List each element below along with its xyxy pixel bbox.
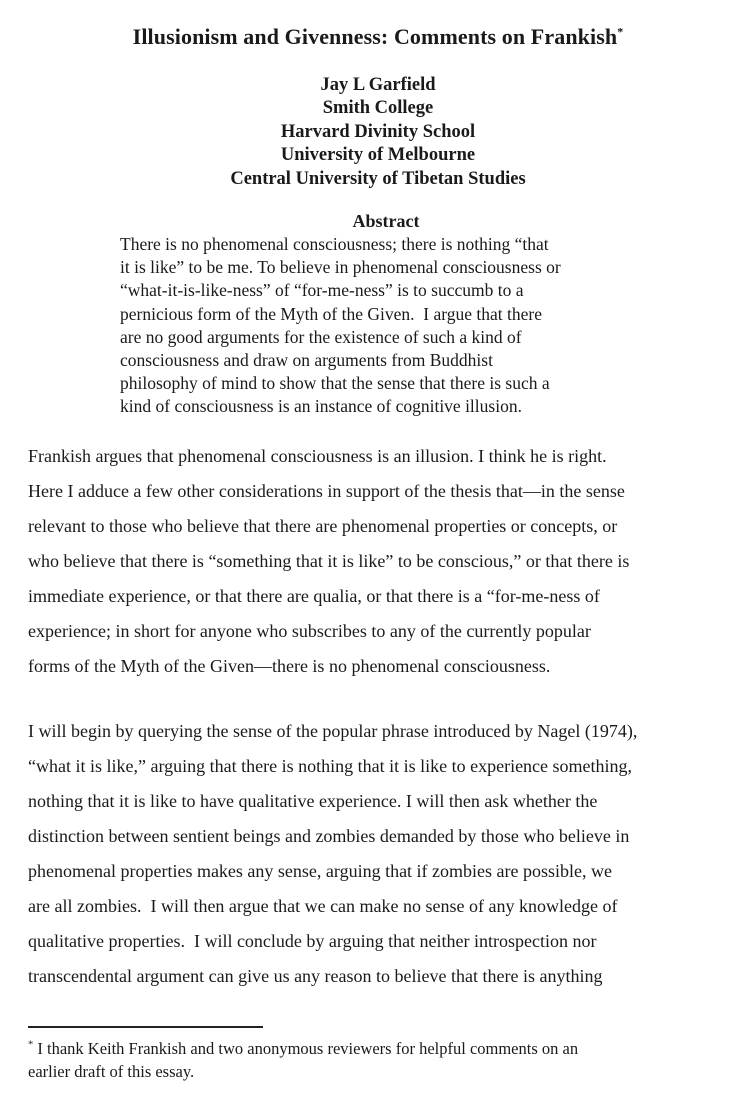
body-line: experience; in short for anyone who subscribes to any of the currently popular	[28, 620, 591, 641]
footnote-line	[28, 1037, 728, 1060]
abstract-body	[120, 233, 652, 419]
abstract-line: consciousness and draw on arguments from Buddhist	[120, 350, 493, 371]
abstract-line: philosophy of mind to show that the sense that there is such a	[120, 373, 550, 394]
author-line: University of Melbourne	[280, 145, 476, 166]
body-line: relevant to those who believe that there are phenomenal properties or concepts, or	[28, 515, 618, 536]
body-line: phenomenal properties makes any sense, arguing that if zombies are possible, we	[28, 860, 612, 881]
body-paragraph	[28, 714, 728, 994]
body-line: distinction between sentient beings and zombies demanded by those who believe in	[28, 825, 630, 846]
author-line: Harvard Divinity School	[280, 121, 476, 142]
body-line: “what it is like,” arguing that there is nothing that it is like to experience something,	[28, 755, 633, 776]
body-line: forms of the Myth of the Given—there is no phenomenal consciousness.	[28, 655, 551, 676]
footnote	[28, 1037, 728, 1083]
author-line: Jay L Garfield	[320, 75, 436, 95]
body-line: who believe that there is “something that it is like” to be conscious,” or that there is	[28, 550, 630, 571]
abstract-line: There is no phenomenal consciousness; there is nothing “that	[120, 234, 549, 255]
paper-title-text: Illusionism and Givenness: Comments on Frankish	[132, 24, 618, 49]
author-line: Central University of Tibetan Studies	[230, 168, 526, 189]
abstract-line: it is like” to be me. To believe in phenomenal consciousness or	[120, 257, 561, 278]
abstract-section	[120, 210, 652, 419]
footnote-line: earlier draft of this essay.	[28, 1061, 195, 1081]
body-line: immediate experience, or that there are qualia, or that there is a “for-me-ness of	[28, 585, 600, 606]
abstract-line: “what-it-is-like-ness” of “for-me-ness” is to succumb to a	[120, 280, 524, 301]
body-line: I will begin by querying the sense of the popular phrase introduced by Nagel (1974),	[28, 720, 638, 741]
author-line: Smith College	[322, 98, 434, 119]
abstract-heading: Abstract	[352, 211, 420, 232]
author-block	[28, 74, 728, 191]
body-line: Here I adduce a few other considerations in support of the thesis that—in the sense	[28, 480, 625, 501]
abstract-line: are no good arguments for the existence of such a kind of	[120, 326, 522, 347]
body-paragraph	[28, 439, 728, 684]
paper-title	[28, 22, 728, 52]
body-text	[28, 439, 728, 994]
abstract-line: pernicious form of the Myth of the Given. I argue that there	[120, 303, 542, 324]
body-line: nothing that it is like to have qualitative experience. I will then ask whether the	[28, 790, 598, 811]
body-line: qualitative properties. I will conclude by arguing that neither introspection nor	[28, 930, 597, 951]
footnote-marker: *	[28, 1039, 34, 1051]
body-line: transcendental argument can give us any reason to believe that there is anything	[28, 965, 603, 986]
title-footnote-marker: *	[617, 24, 624, 39]
footnote-separator	[28, 1026, 263, 1028]
body-line: Frankish argues that phenomenal consciousness is an illusion. I think he is right.	[28, 445, 607, 466]
abstract-line: kind of consciousness is an instance of cognitive illusion.	[120, 396, 522, 417]
body-line: are all zombies. I will then argue that we can make no sense of any knowledge of	[28, 895, 618, 916]
footnote-text: I thank Keith Frankish and two anonymous reviewers for helpful comments on an	[33, 1038, 579, 1058]
